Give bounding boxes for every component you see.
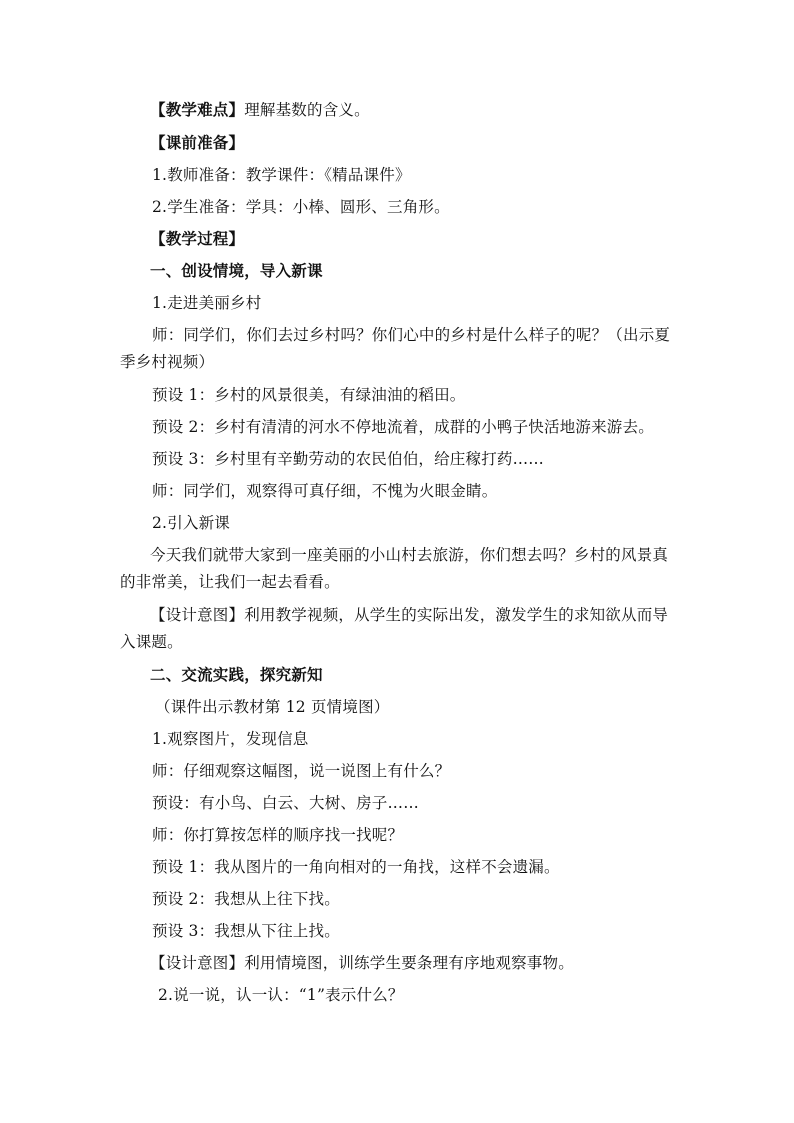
s1-preset3: 预设 3：乡村里有辛勤劳动的农民伯伯，给庄稼打药…… <box>152 450 544 468</box>
s2-preset-a: 预设：有小鸟、白云、大树、房子…… <box>152 794 419 812</box>
s2-item1: 1.观察图片，发现信息 <box>152 730 309 748</box>
s2-courseware: （课件出示教材第 12 页情境图） <box>155 698 390 716</box>
s1-design-line1: 【设计意图】利用教学视频，从学生的实际出发，激发学生的求知欲从而导 <box>150 606 669 624</box>
s2-preset1: 预设 1：我从图片的一角向相对的一角找，这样不会遗漏。 <box>152 858 560 876</box>
s1-teacher-praise: 师：同学们，观察得可真仔细，不愧为火眼金睛。 <box>152 482 498 500</box>
s1-teacher-question-line1: 师：同学们，你们去过乡村吗？你们心中的乡村是什么样子的呢？（出示夏 <box>152 326 671 344</box>
prep-heading: 【课前准备】 <box>150 133 245 152</box>
s1-intro-line1: 今天我们就带大家到一座美丽的小山村去旅游，你们想去吗？乡村的风景真 <box>150 546 669 564</box>
s1-design-line2: 入课题。 <box>120 633 183 651</box>
s1-teacher-question-line2: 季乡村视频） <box>120 353 215 371</box>
s2-design: 【设计意图】利用情境图，训练学生要条理有序地观察事物。 <box>150 954 574 972</box>
prep-student: 2.学生准备：学具：小棒、圆形、三角形。 <box>152 198 450 216</box>
s2-teacher-question1: 师：仔细观察这幅图，说一说图上有什么？ <box>152 762 451 780</box>
section2-heading: 二、交流实践，探究新知 <box>150 665 323 684</box>
s2-preset2: 预设 2：我想从上往下找。 <box>152 890 340 908</box>
prep-teacher: 1.教师准备：教学课件：《精品课件》 <box>152 166 411 184</box>
s1-preset2: 预设 2：乡村有清清的河水不停地流着，成群的小鸭子快活地游来游去。 <box>152 418 654 436</box>
s1-preset1: 预设 1：乡村的风景很美，有绿油油的稻田。 <box>152 386 466 404</box>
s1-intro-line2: 的非常美，让我们一起去看看。 <box>120 573 340 591</box>
difficulty-paragraph <box>150 100 370 120</box>
process-heading: 【教学过程】 <box>150 229 245 248</box>
s1-item2: 2.引入新课 <box>152 514 230 532</box>
s2-teacher-question2: 师：你打算按怎样的顺序找一找呢？ <box>152 826 404 844</box>
s1-item1: 1.走进美丽乡村 <box>152 294 262 312</box>
difficulty-text: 理解基数的含义。 <box>244 101 370 119</box>
section1-heading: 一、创设情境，导入新课 <box>150 261 323 280</box>
difficulty-label: 【教学难点】 <box>150 100 245 119</box>
s2-item2: 2.说一说，认一认：“1”表示什么？ <box>158 986 404 1004</box>
s2-preset3: 预设 3：我想从下往上找。 <box>152 922 340 940</box>
